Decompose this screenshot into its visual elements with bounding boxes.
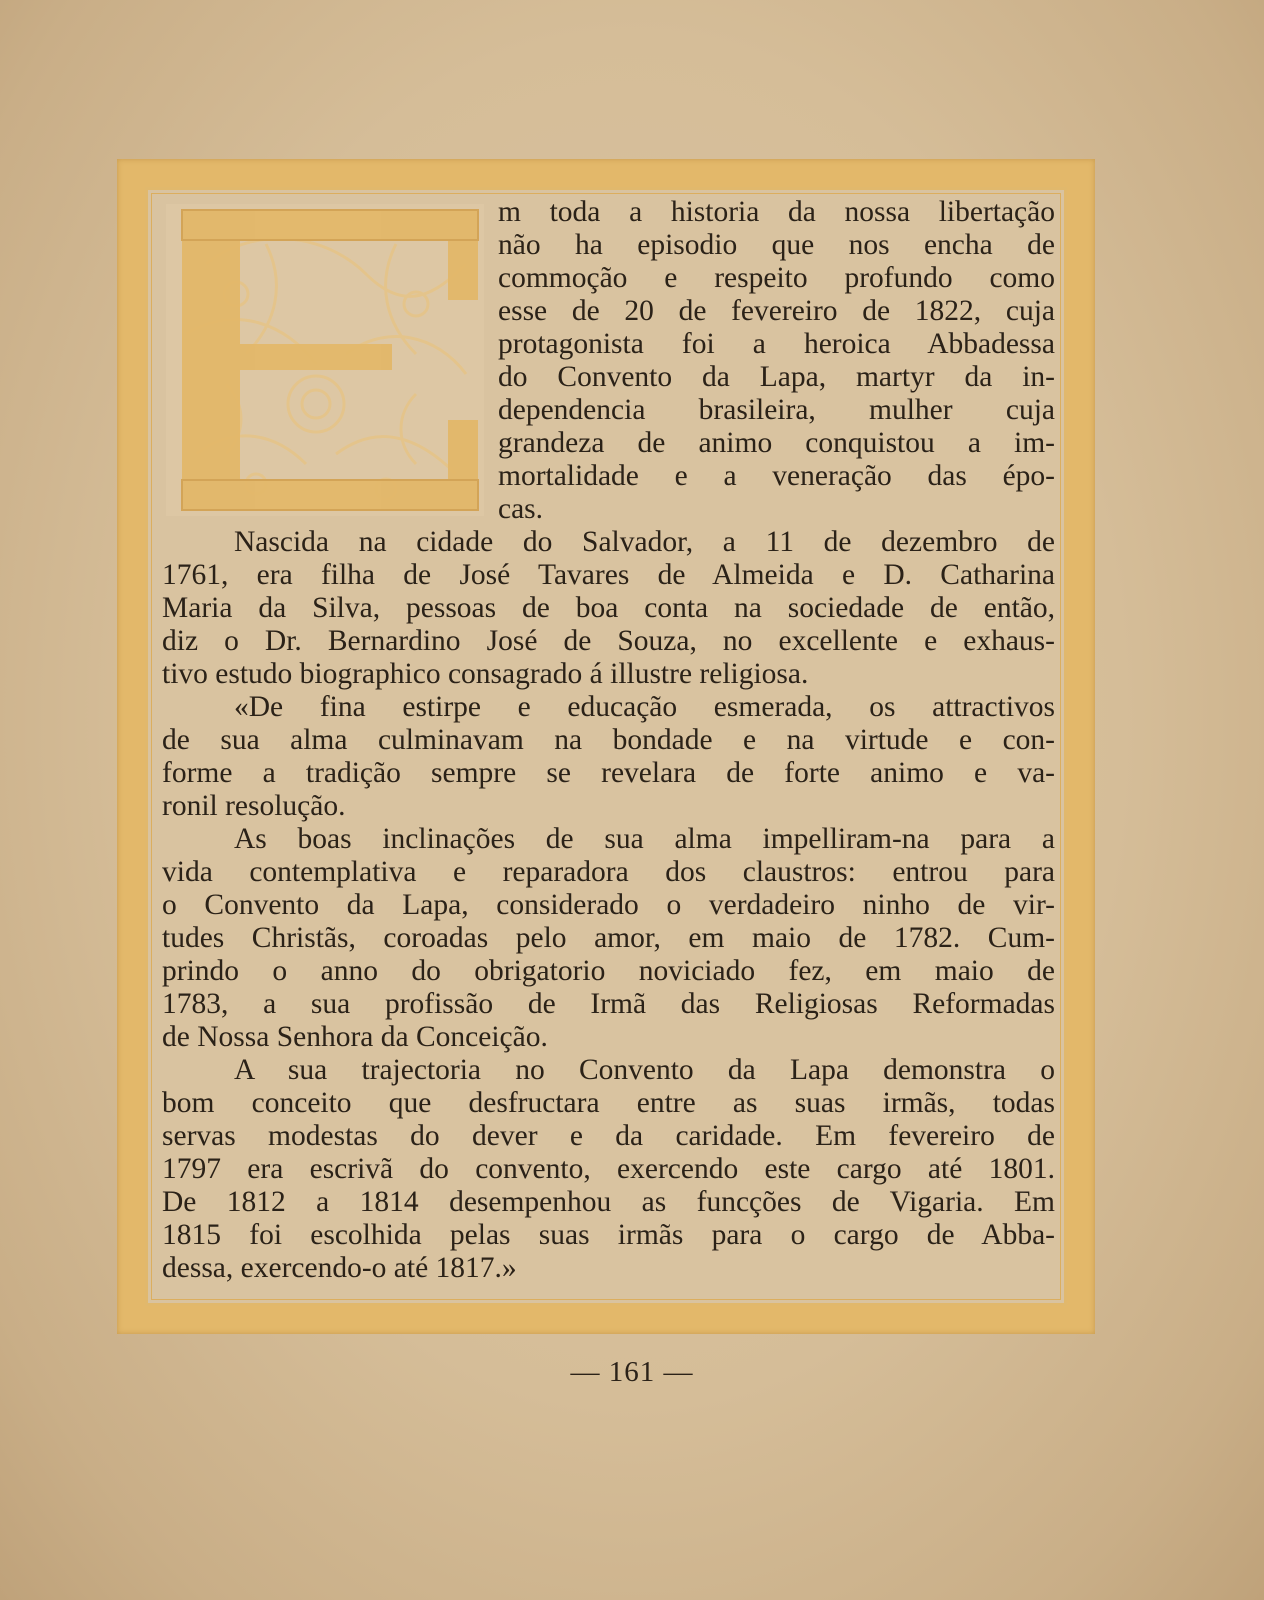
text-line: tivo estudo biographico consagrado á illustre religiosa. <box>162 658 809 690</box>
text-line: Nascida na cidade do Salvador, a 11 de dezembro de <box>234 526 1055 558</box>
text-line: diz o Dr. Bernardino José de Souza, no excellente e exhaus- <box>162 625 1055 657</box>
text-line: servas modestas do dever e da caridade. Em fevereiro de <box>162 1120 1055 1152</box>
text-line: o Convento da Lapa, considerado o verdadeiro ninho de vir- <box>162 889 1055 921</box>
text-line: não ha episodio que nos encha de <box>498 229 1055 261</box>
page-number: — 161 — <box>570 1356 694 1388</box>
text-line: protagonista foi a heroica Abbadessa <box>498 328 1055 360</box>
text-line: dessa, exercendo-o até 1817.» <box>162 1252 517 1284</box>
text-line: do Convento da Lapa, martyr da in- <box>498 361 1055 393</box>
text-line: 1797 era escrivã do convento, exercendo este cargo até 1801. <box>162 1153 1055 1185</box>
text-line: prindo o anno do obrigatorio noviciado fez, em maio de <box>162 955 1055 987</box>
text-line: commoção e respeito profundo como <box>498 262 1055 294</box>
text-line: mortalidade e a veneração das épo- <box>498 460 1055 492</box>
text-line: forme a tradição sempre se revelara de forte animo e va- <box>162 757 1055 789</box>
text-line: De 1812 a 1814 desempenhou as funcções de Vigaria. Em <box>162 1186 1055 1218</box>
text-line: As boas inclinações de sua alma impelliram-na para a <box>234 823 1055 855</box>
text-line: Maria da Silva, pessoas de boa conta na sociedade de então, <box>162 592 1055 624</box>
text-line: m toda a historia da nossa libertação <box>498 196 1055 228</box>
text-line: ronil resolução. <box>162 790 346 822</box>
text-line: cas. <box>498 493 544 525</box>
text-line: 1783, a sua profissão de Irmã das Religiosas Reformadas <box>162 988 1055 1020</box>
text-line: de sua alma culminavam na bondade e na virtude e con- <box>162 724 1055 756</box>
text-line: 1761, era filha de José Tavares de Almeida e D. Catharina <box>162 559 1055 591</box>
text-line: vida contemplativa e reparadora dos claustros: entrou para <box>162 856 1055 888</box>
text-line: tudes Christãs, coroadas pelo amor, em maio de 1782. Cum- <box>162 922 1055 954</box>
text-line: de Nossa Senhora da Conceição. <box>162 1021 548 1053</box>
text-line: esse de 20 de fevereiro de 1822, cuja <box>498 295 1055 327</box>
text-line: A sua trajectoria no Convento da Lapa demonstra o <box>234 1054 1055 1086</box>
text-line: 1815 foi escolhida pelas suas irmãs para o cargo de Abba- <box>162 1219 1055 1251</box>
body-text <box>162 196 1055 1285</box>
text-line: bom conceito que desfructara entre as suas irmãs, todas <box>162 1087 1055 1119</box>
text-line: «De fina estirpe e educação esmerada, os attractivos <box>234 691 1055 723</box>
text-line: grandeza de animo conquistou a im- <box>498 427 1055 459</box>
text-line: dependencia brasileira, mulher cuja <box>498 394 1055 426</box>
